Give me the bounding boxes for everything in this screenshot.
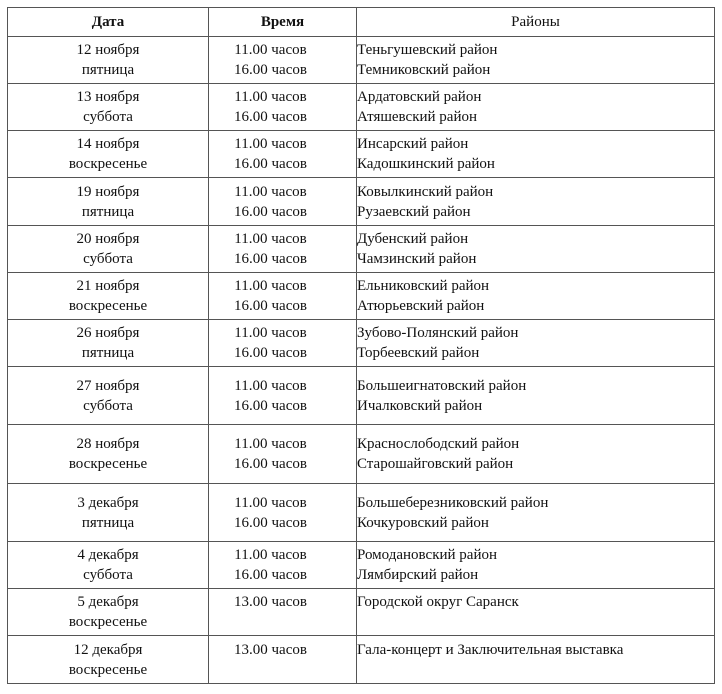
time-text: 11.00 часов xyxy=(234,494,307,511)
district-text xyxy=(357,660,714,680)
time-text: 16.00 часов xyxy=(234,456,307,472)
weekday-text: пятница xyxy=(81,514,135,531)
district-text: Большеберезниковский район xyxy=(357,494,549,511)
district-text: Гала-концерт и Заключительная выставка xyxy=(357,641,624,658)
date-text: 27 ноября xyxy=(76,377,140,394)
district-text: Инсарский район xyxy=(357,136,469,152)
districts-cell xyxy=(357,178,715,226)
date-cell xyxy=(8,226,209,273)
date-cell xyxy=(8,425,209,484)
districts-cell xyxy=(357,37,715,84)
district-text: Ромодановский район xyxy=(357,547,498,563)
time-text: 16.00 часов xyxy=(234,62,307,78)
time-cell xyxy=(209,636,357,684)
district-text: Теньгушевский район xyxy=(357,42,498,58)
time-text: 11.00 часов xyxy=(234,325,307,341)
time-text: 11.00 часов xyxy=(234,183,307,200)
date-text: 19 ноября xyxy=(76,183,140,200)
time-text: 11.00 часов xyxy=(234,42,307,58)
district-text: Рузаевский район xyxy=(357,203,471,220)
time-text: 16.00 часов xyxy=(234,203,307,220)
time-text: 13.00 часов xyxy=(234,594,307,610)
date-cell xyxy=(8,178,209,226)
district-text: Лямбирский район xyxy=(357,567,479,583)
districts-cell xyxy=(357,367,715,425)
time-cell xyxy=(209,273,357,320)
time-cell xyxy=(209,589,357,636)
district-text: Торбеевский район xyxy=(357,345,480,361)
time-text: 16.00 часов xyxy=(234,397,307,414)
date-cell xyxy=(8,367,209,425)
districts-cell xyxy=(357,226,715,273)
district-text: Краснослободский район xyxy=(357,436,520,452)
table-row xyxy=(8,484,715,542)
date-text: 28 ноября xyxy=(76,436,140,452)
table-row xyxy=(8,589,715,636)
table-row xyxy=(8,226,715,273)
district-text: Дубенский район xyxy=(357,231,469,247)
time-text xyxy=(197,612,344,632)
time-text: 11.00 часов xyxy=(234,278,307,294)
date-cell xyxy=(8,636,209,684)
district-text: Ичалковский район xyxy=(357,397,483,414)
date-cell xyxy=(8,37,209,84)
district-text: Атяшевский район xyxy=(357,109,478,125)
date-text: 21 ноября xyxy=(76,278,140,294)
table-row xyxy=(8,425,715,484)
weekday-text: пятница xyxy=(81,345,135,361)
weekday-text: суббота xyxy=(83,251,133,267)
time-text: 16.00 часов xyxy=(234,345,307,361)
time-text: 16.00 часов xyxy=(234,567,307,583)
header-time: Время xyxy=(209,8,357,37)
weekday-text: воскресенье xyxy=(68,661,148,678)
district-text: Ардатовский район xyxy=(357,89,482,105)
time-text: 16.00 часов xyxy=(234,514,307,531)
district-text xyxy=(357,612,714,632)
date-text: 20 ноября xyxy=(76,231,140,247)
time-text: 11.00 часов xyxy=(234,89,307,105)
district-text: Большеигнатовский район xyxy=(357,377,527,394)
district-text: Атюрьевский район xyxy=(357,298,485,314)
header-districts: Районы xyxy=(357,8,715,37)
time-text: 11.00 часов xyxy=(234,377,307,394)
weekday-text: воскресенье xyxy=(68,298,148,314)
date-text: 14 ноября xyxy=(76,136,140,152)
districts-cell xyxy=(357,84,715,131)
table-row xyxy=(8,84,715,131)
weekday-text: пятница xyxy=(81,62,135,78)
date-cell xyxy=(8,131,209,178)
district-text: Кадошкинский район xyxy=(357,156,495,172)
district-text: Зубово-Полянский район xyxy=(357,325,519,341)
district-text: Темниковский район xyxy=(357,62,491,78)
time-cell xyxy=(209,37,357,84)
date-cell xyxy=(8,589,209,636)
date-text: 5 декабря xyxy=(77,594,139,610)
weekday-text: суббота xyxy=(83,109,133,125)
weekday-text: суббота xyxy=(83,397,133,414)
header-row xyxy=(8,8,715,37)
time-cell xyxy=(209,226,357,273)
weekday-text: пятница xyxy=(81,203,135,220)
header-date: Дата xyxy=(8,8,209,37)
time-text: 16.00 часов xyxy=(234,156,307,172)
weekday-text: суббота xyxy=(83,567,133,583)
time-text: 16.00 часов xyxy=(234,109,307,125)
time-text: 11.00 часов xyxy=(234,436,307,452)
time-cell xyxy=(209,542,357,589)
weekday-text: воскресенье xyxy=(68,156,148,172)
date-cell xyxy=(8,84,209,131)
time-cell xyxy=(209,131,357,178)
table-row xyxy=(8,37,715,84)
date-cell xyxy=(8,484,209,542)
districts-cell xyxy=(357,589,715,636)
weekday-text: воскресенье xyxy=(68,614,148,630)
time-text: 11.00 часов xyxy=(234,547,307,563)
districts-cell xyxy=(357,484,715,542)
date-text: 12 декабря xyxy=(73,641,143,658)
time-text xyxy=(197,660,344,680)
time-text: 16.00 часов xyxy=(234,251,307,267)
districts-cell xyxy=(357,131,715,178)
date-cell xyxy=(8,273,209,320)
districts-cell xyxy=(357,320,715,367)
date-cell xyxy=(8,542,209,589)
time-cell xyxy=(209,425,357,484)
district-text: Чамзинский район xyxy=(357,251,477,267)
date-text: 13 ноября xyxy=(76,89,140,105)
weekday-text: воскресенье xyxy=(68,456,148,472)
table-row xyxy=(8,178,715,226)
time-text: 13.00 часов xyxy=(234,641,307,658)
table-row xyxy=(8,367,715,425)
date-cell xyxy=(8,320,209,367)
table-row xyxy=(8,542,715,589)
schedule-table xyxy=(7,7,715,684)
district-text: Кочкуровский район xyxy=(357,514,489,531)
time-text: 11.00 часов xyxy=(234,231,307,247)
time-cell xyxy=(209,484,357,542)
district-text: Городской округ Саранск xyxy=(357,594,519,610)
district-text: Старошайговский район xyxy=(357,456,514,472)
district-text: Ельниковский район xyxy=(357,278,490,294)
time-text: 16.00 часов xyxy=(234,298,307,314)
table-row xyxy=(8,636,715,684)
districts-cell xyxy=(357,636,715,684)
table-row xyxy=(8,320,715,367)
date-text: 4 декабря xyxy=(77,547,139,563)
time-cell xyxy=(209,367,357,425)
table-row xyxy=(8,131,715,178)
date-text: 26 ноября xyxy=(76,325,140,341)
date-text: 12 ноября xyxy=(76,42,140,58)
district-text: Ковылкинский район xyxy=(357,183,494,200)
districts-cell xyxy=(357,425,715,484)
time-cell xyxy=(209,320,357,367)
date-text: 3 декабря xyxy=(77,494,139,511)
table-row xyxy=(8,273,715,320)
time-text: 11.00 часов xyxy=(234,136,307,152)
time-cell xyxy=(209,84,357,131)
districts-cell xyxy=(357,273,715,320)
time-cell xyxy=(209,178,357,226)
districts-cell xyxy=(357,542,715,589)
